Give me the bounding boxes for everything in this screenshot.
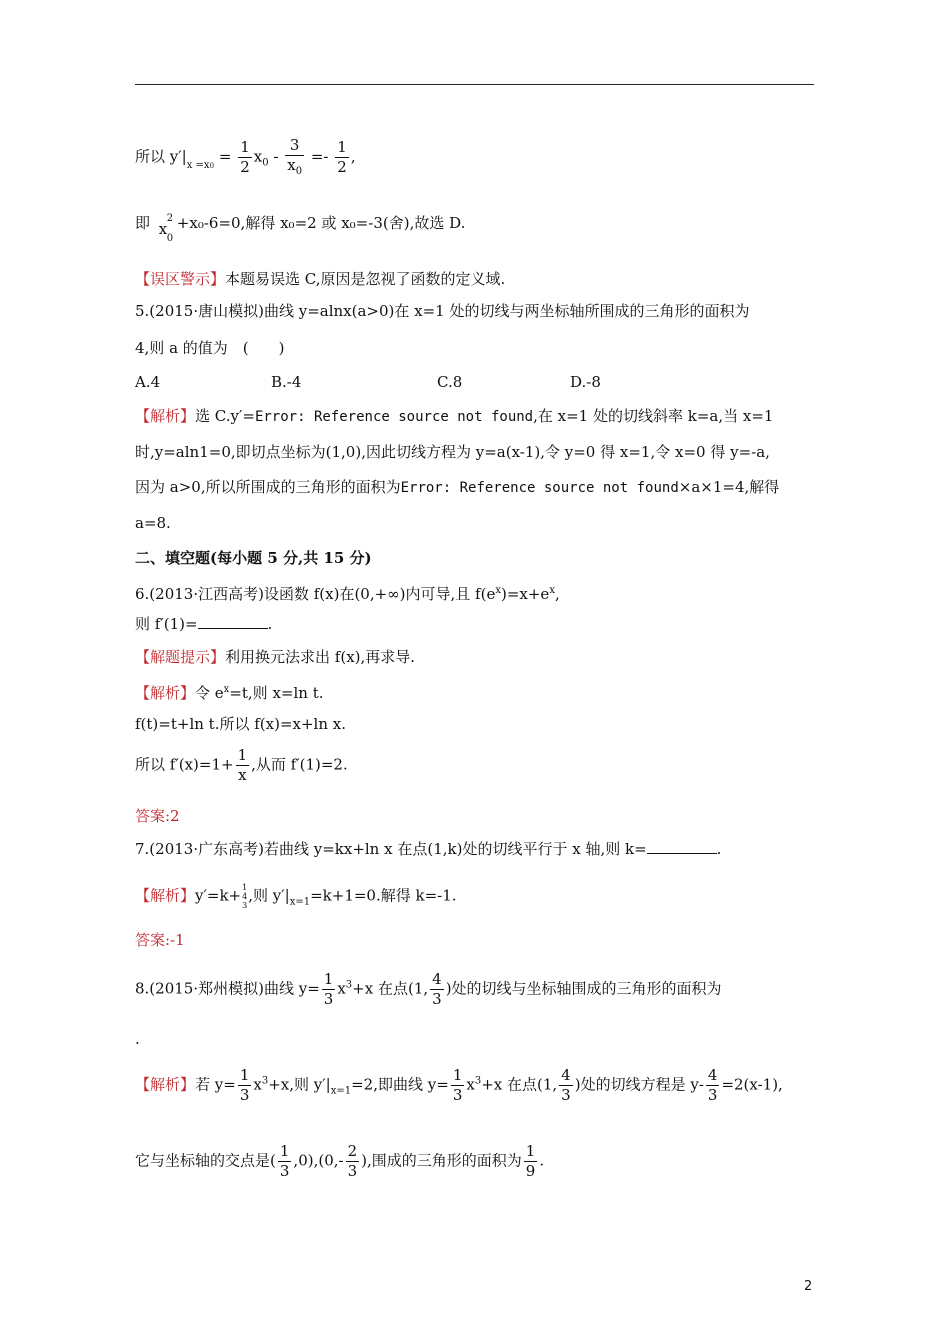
text-so: 所以 [135,147,166,166]
q5-line2: 4,则 a 的值为 ( ) [135,339,285,357]
q8-sol2: 它与坐标轴的交点是( $\frac{1}{3}$ ,0),(0,- $\frac{2}{3}$ ),围成的三角形的面积为 $\frac{1}{9}$ . [135,1142,545,1180]
equals-neg: =- [310,147,329,166]
minus-sign: - [273,147,279,166]
solution-tag: 【解析】 [135,886,196,905]
eval-subscript-zero: 0 [209,161,215,170]
equals-sign: = [218,147,232,166]
q5-option-c: C.8 [437,373,463,391]
eval-subscript: x =x [186,159,210,171]
q6-sol2: f(t)=t+ln t.所以 f(x)=x+ln x. [135,715,347,733]
q5-sol-line1: 【解析】选 C.y′=Error: Reference source not found,在 x=1 处的切线斜率 k=a,当 x=1 [135,407,774,425]
fraction-1-over-x: $\frac{1}{x}$ [237,746,248,784]
var-x: x [253,147,263,166]
q6-line1: 6.(2013·江西高考)设函数 f(x)在(0,+∞)内可导,且 $f(e^x)=x+e^x$, [135,585,560,603]
solve-line [135,212,466,244]
q6-answer: 答案:2 [135,807,180,825]
q5-sol-line4: a=8. [135,514,171,532]
fraction-one-third: $\frac{1}{3}$ [323,970,334,1008]
answer-blank [647,839,717,854]
fraction-four-thirds: $\frac{4}{3}$ [707,1066,718,1104]
fraction-neg-half: $\frac{1}{2}$ [337,138,347,176]
fraction-one-third: $\frac{1}{3}$ [452,1066,463,1104]
q7-sol: 【解析】y′=k+ 1 4 3 ,则 $y'|_{x=1}=k+1=0$.解得 k=-1. [135,883,457,910]
error-text: Error: Reference source not found [400,480,679,496]
q8-sol1: 【解析】若 y= $\frac{1}{3}$ $x^3+x$,则 $y'|_{x=1}=2$,即曲线 y= $\frac{1}{3}$ $x^3+x$ 在点(1, $\frac{4}{3}$ )处的切线方程是 y- $\frac{4}{3}$ =2(x-1), [135,1066,783,1104]
q6-sol1: 【解析】令 $e^x=t$,则 x=ln t. [135,684,324,702]
fraction-3-over-x0: $\frac{3}{x_0}$ [287,136,303,177]
solution-tag: 【解析】 [135,407,196,425]
warning-text: 本题易误选 C,原因是忽视了函数的定义域. [225,270,506,288]
q8-line2: . [135,1030,140,1048]
solution-tag: 【解析】 [135,1075,196,1094]
y-prime: y′| [169,147,187,166]
header-rule [135,84,814,85]
q6-line2: 则 f′(1)= . [135,615,273,633]
hint-tag: 【解题提示】 [135,648,226,666]
fraction-half: $\frac{1}{2}$ [240,138,250,176]
q5-option-d: D.-8 [570,373,601,391]
section-title: 二、填空题(每小题 5 分,共 15 分) [135,549,372,567]
q6-hint: 【解题提示】利用换元法求出 f(x),再求导. [135,648,416,666]
q7-answer: 答案:-1 [135,931,185,949]
x0-squared: x 2 0 [158,213,174,244]
comma: , [350,147,356,166]
derivation-line [135,138,356,177]
fraction-four-thirds: $\frac{4}{3}$ [432,970,442,1008]
subscript-0: 0 [262,157,269,169]
fraction-two-thirds: $\frac{2}{3}$ [347,1142,358,1180]
solution-tag: 【解析】 [135,684,196,702]
q5-option-b: B.-4 [271,373,302,391]
q5-line1: 5.(2015·唐山模拟)曲线 y=alnx(a>0)在 x=1 处的切线与两坐标轴所围成的三角形的面积为 [135,302,750,320]
q5-sol-line2: 时,y=aln1=0,即切点坐标为(1,0),因此切线方程为 y=a(x-1),令 y=0 得 x=1,令 x=0 得 y=-a, [135,443,770,461]
garbled-fraction: 1 4 3 [242,883,248,910]
q8-line1: 8.(2015·郑州模拟)曲线 y= $\frac{1}{3}$ $x^3+x$ 在点(1, $\frac{4}{3}$ )处的切线与坐标轴围成的三角形的面积为 [135,970,722,1008]
answer-blank [198,614,268,629]
q7-line1: 7.(2013·广东高考)若曲线 y=kx+ln x 在点(1,k)处的切线平行于 x 轴,则 k= . [135,840,722,858]
fraction-one-third: $\frac{1}{3}$ [279,1142,290,1180]
q5-option-a: A.4 [135,373,161,391]
text-ji: 即 [135,214,151,232]
solve-text: +x₀-6=0,解得 x₀=2 或 x₀=-3(舍),故选 D. [176,214,466,232]
page-number: 2 [804,1279,813,1294]
fraction-one-ninth: $\frac{1}{9}$ [525,1142,536,1180]
q5-sol-line3: 因为 a>0,所以所围成的三角形的面积为Error: Reference source not found×a×1=4,解得 [135,478,780,496]
q6-sol3: 所以 f′(x)=1+ $\frac{1}{x}$ ,从而 f′(1)=2. [135,746,348,784]
fraction-four-thirds: $\frac{4}{3}$ [561,1066,571,1104]
warning-line [135,268,505,290]
warning-tag: 【误区警示】 [135,270,226,288]
error-text: Error: Reference source not found [254,409,534,425]
fraction-one-third: $\frac{1}{3}$ [239,1066,250,1104]
